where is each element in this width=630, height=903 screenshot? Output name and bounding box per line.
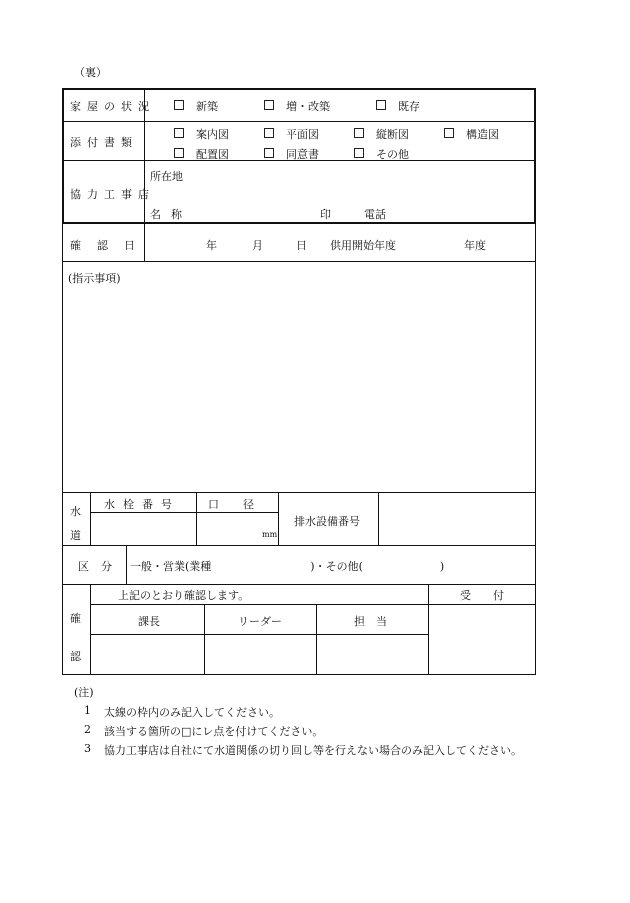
col-divider bbox=[278, 492, 279, 545]
meter-number-label: 水栓番号 bbox=[104, 498, 180, 511]
mm-unit: mm bbox=[262, 530, 278, 539]
company-name-label: 名称 bbox=[150, 208, 192, 221]
col-divider bbox=[316, 604, 317, 675]
frame-right bbox=[535, 224, 536, 675]
option-section: 縦断図 bbox=[376, 128, 409, 141]
col-divider bbox=[90, 492, 91, 545]
contractor-label: 協力工事店 bbox=[70, 188, 155, 201]
checkbox-extension[interactable] bbox=[264, 100, 274, 110]
checkbox-floor-plan[interactable] bbox=[264, 128, 274, 138]
note-number: 1 bbox=[84, 704, 91, 717]
option-new: 新築 bbox=[196, 100, 218, 113]
frame-bottom bbox=[62, 674, 536, 675]
note-text: 太線の枠内のみ記入してください。 bbox=[104, 706, 280, 719]
approval-statement: 上記のとおり確認します。 bbox=[118, 589, 250, 602]
house-condition-label: 家屋の状況 bbox=[70, 100, 155, 113]
water-label: 水道 bbox=[70, 505, 81, 542]
option-consent: 同意書 bbox=[286, 148, 319, 161]
option-extension: 増・改築 bbox=[286, 100, 330, 113]
attached-docs-label: 添付書類 bbox=[70, 136, 138, 149]
option-existing: 既存 bbox=[398, 100, 420, 113]
confirm-date-label: 確認日 bbox=[70, 239, 151, 252]
option-other: その他 bbox=[376, 148, 409, 161]
row-divider bbox=[62, 261, 536, 262]
checkbox-existing[interactable] bbox=[376, 100, 386, 110]
option-floor-plan: 平面図 bbox=[286, 128, 319, 141]
col-divider bbox=[126, 545, 127, 584]
checkbox-guide-map[interactable] bbox=[174, 128, 184, 138]
role-in-charge: 担 当 bbox=[354, 615, 387, 628]
role-section-chief: 課長 bbox=[138, 615, 160, 628]
col-divider bbox=[428, 584, 429, 675]
note-text: 該当する箇所の□にレ点を付けてください。 bbox=[104, 725, 324, 738]
row-divider bbox=[62, 121, 536, 122]
option-structure: 構造図 bbox=[466, 128, 499, 141]
checkbox-section[interactable] bbox=[354, 128, 364, 138]
drain-equipment-label: 排水設備番号 bbox=[294, 515, 360, 528]
row-divider bbox=[62, 584, 536, 585]
thick-right bbox=[534, 88, 536, 224]
thick-bottom bbox=[62, 222, 536, 224]
thick-top bbox=[62, 88, 536, 90]
day-label: 日 bbox=[296, 239, 307, 252]
category-label: 区分 bbox=[78, 560, 124, 573]
fiscal-year-label: 年度 bbox=[464, 239, 486, 252]
phone-label: 電話 bbox=[364, 208, 386, 221]
checkbox-other[interactable] bbox=[354, 148, 364, 158]
sub-row-divider bbox=[90, 634, 428, 635]
category-text: 一般・営業(業種 )・その他( ) bbox=[130, 560, 445, 573]
seal-label: 印 bbox=[320, 208, 331, 221]
checkbox-new[interactable] bbox=[174, 100, 184, 110]
frame-left bbox=[62, 224, 63, 675]
checkbox-structure[interactable] bbox=[444, 128, 454, 138]
col-divider bbox=[90, 584, 91, 675]
sub-row-divider bbox=[90, 512, 278, 513]
sub-row-divider bbox=[90, 604, 536, 605]
row-divider bbox=[62, 492, 536, 493]
col-divider bbox=[196, 492, 197, 545]
checkbox-layout[interactable] bbox=[174, 148, 184, 158]
note-text: 協力工事店は自社にて水道関係の切り回し等を行えない場合のみ記入してください。 bbox=[104, 744, 522, 757]
year-label: 年 bbox=[206, 239, 217, 252]
instructions-label: (指示事項) bbox=[68, 272, 121, 285]
diameter-label: 口径 bbox=[208, 498, 278, 511]
col-divider bbox=[204, 604, 205, 675]
month-label: 月 bbox=[252, 239, 263, 252]
option-layout: 配置図 bbox=[196, 148, 229, 161]
note-number: 2 bbox=[84, 723, 91, 736]
role-leader: リーダー bbox=[238, 615, 282, 628]
address-label: 所在地 bbox=[150, 170, 183, 183]
page-side-label: （裏） bbox=[74, 66, 107, 79]
note-number: 3 bbox=[84, 742, 91, 755]
receipt-label: 受 付 bbox=[460, 589, 504, 602]
checkbox-consent[interactable] bbox=[264, 148, 274, 158]
thick-left bbox=[62, 88, 64, 224]
service-start-label: 供用開始年度 bbox=[330, 239, 396, 252]
col-divider bbox=[378, 492, 379, 545]
option-guide-map: 案内図 bbox=[196, 128, 229, 141]
approval-label: 確認 bbox=[70, 612, 81, 663]
notes-label: (注) bbox=[74, 686, 94, 699]
row-divider bbox=[62, 545, 536, 546]
